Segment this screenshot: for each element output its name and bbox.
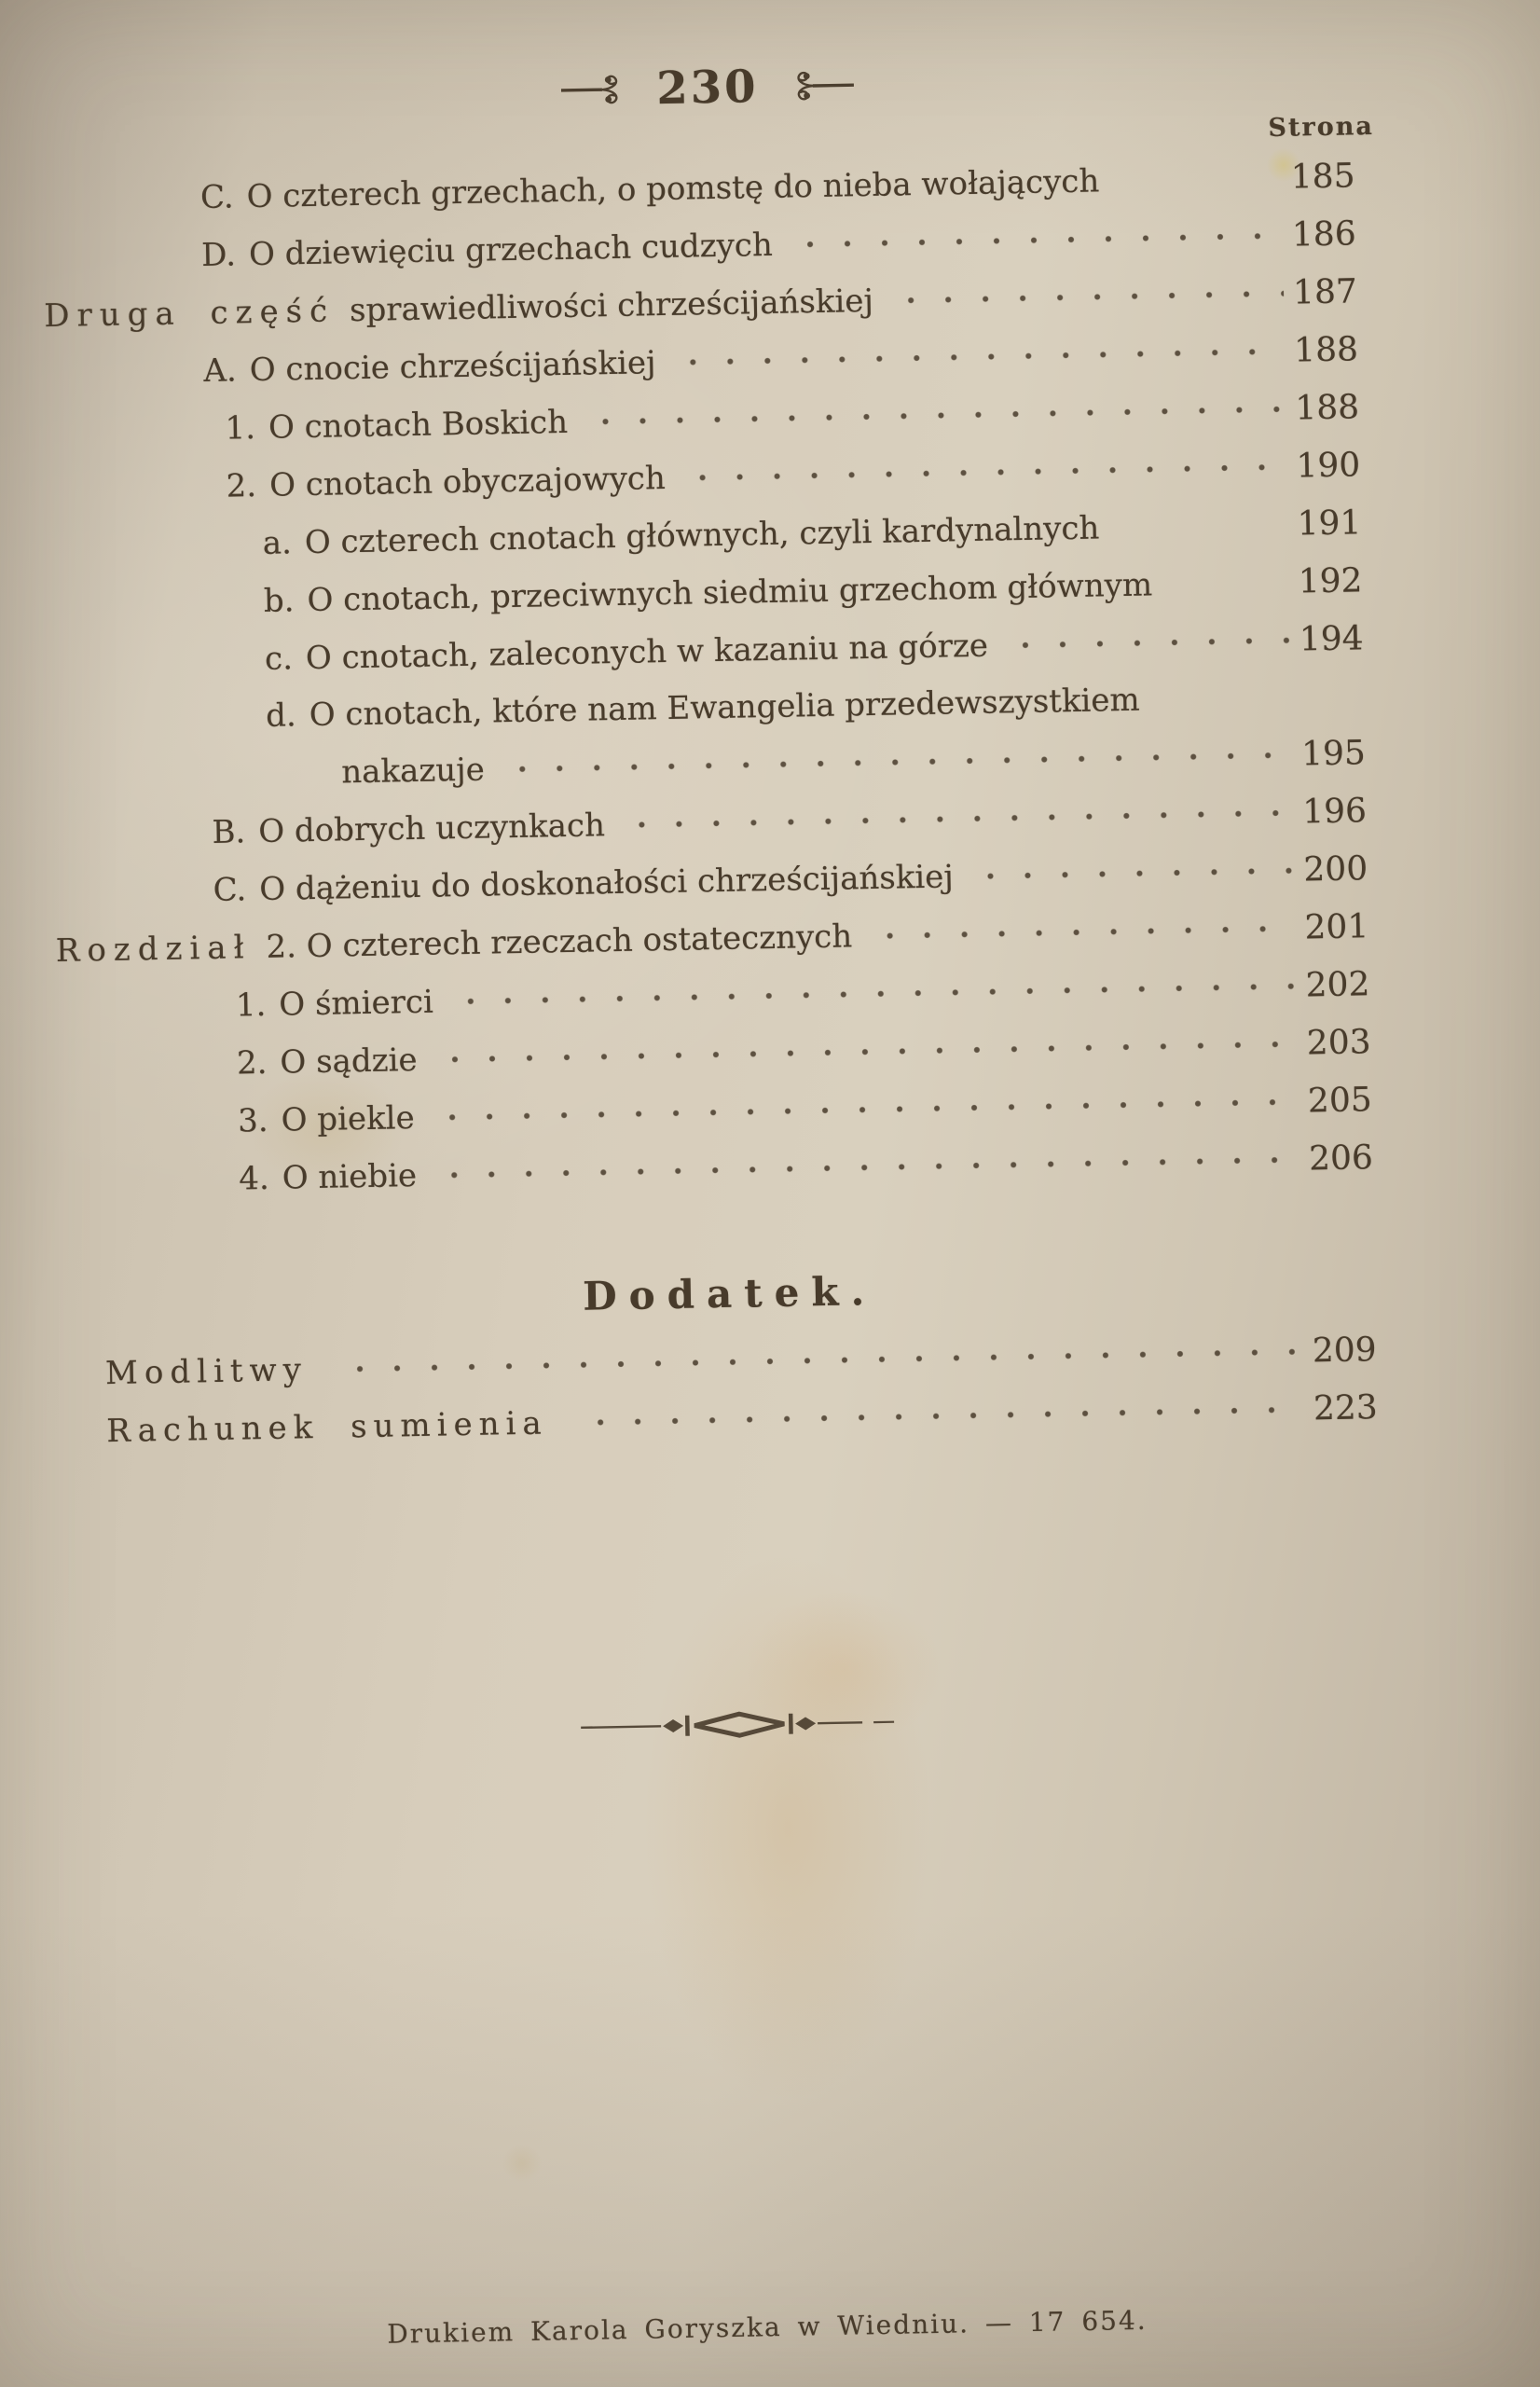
toc-row-title: O czterech grzechach, o pomstę do nieba wołających	[246, 162, 1100, 216]
toc-row-item-label: 2.	[226, 467, 257, 505]
dot-leader-icon	[336, 1345, 1303, 1376]
toc-row-page-number: 201	[1304, 907, 1369, 947]
toc-row-title: nakazuje	[340, 751, 486, 792]
dot-leader-icon	[1165, 576, 1289, 591]
dot-leader-icon	[967, 864, 1295, 883]
dot-leader-icon	[576, 1403, 1305, 1429]
toc-row-title: O cnotach, przeciwnych siedmiu grzechom głównym	[307, 566, 1153, 620]
toc-row-item-label: 1.	[235, 986, 267, 1025]
toc-row-page-number: 192	[1298, 561, 1363, 601]
dot-leader-icon	[430, 1038, 1298, 1067]
section-divider-ornament	[70, 1696, 1405, 1754]
toc-row-item-label: C.	[199, 178, 235, 217]
page-column-label: Strona	[1268, 111, 1375, 144]
toc-row-item-label: C.	[213, 871, 247, 909]
dot-leader-icon	[498, 749, 1293, 777]
dot-leader-icon	[786, 229, 1283, 252]
toc-row-section-label: Druga część	[43, 292, 336, 336]
dot-leader-icon	[1112, 518, 1288, 534]
toc-row-section-label: Rozdział	[55, 929, 252, 971]
toc-row-page-number: 206	[1308, 1138, 1374, 1179]
toc-row-title: O cnotach, które nam Ewangelia przedewszystkiem	[309, 681, 1141, 735]
dot-leader-icon	[887, 287, 1284, 308]
toc-row-title: O śmierci	[278, 983, 434, 1024]
toc-row-title: sprawiedliwości chrześcijańskiej	[349, 282, 874, 330]
toc-row-page-number: 195	[1300, 734, 1367, 774]
toc-row-page-number: 187	[1292, 272, 1358, 312]
page-number: 230	[655, 61, 760, 116]
toc-row-item-label: A.	[203, 352, 238, 391]
toc-row-page-number: 205	[1307, 1081, 1373, 1121]
appendix-rows	[63, 1321, 1400, 1461]
toc-row-title: O cnotach Boskich	[268, 403, 569, 447]
dot-leader-icon	[668, 345, 1285, 369]
toc-row-page-number: 223	[1313, 1388, 1379, 1428]
toc-row-title: O cnotach, zaleconych w kazaniu na górze	[305, 627, 989, 678]
dot-leader-icon	[1153, 690, 1378, 707]
toc-row-page-number: 209	[1312, 1331, 1377, 1371]
toc-row-page-number: 190	[1296, 446, 1361, 486]
toc-row-page-number: 203	[1306, 1023, 1371, 1063]
header-flourish-left-icon	[559, 71, 633, 109]
dot-leader-icon	[430, 1153, 1299, 1182]
toc-row-item-label: 2.	[236, 1043, 268, 1083]
toc-row-page-number: 200	[1303, 849, 1368, 890]
toc-row-item-label: b.	[263, 582, 295, 620]
toc-row-title: O piekle	[281, 1099, 416, 1139]
toc-row-page-number: 202	[1305, 965, 1370, 1005]
toc-row-page-number: 191	[1297, 504, 1362, 544]
dot-leader-icon	[1112, 172, 1282, 187]
toc-row-page-number: 196	[1301, 792, 1368, 832]
dot-leader-icon	[865, 922, 1296, 943]
printer-imprint: Drukiem Karola Goryszka w Wiedniu. — 17 654.	[386, 2304, 1148, 2350]
dot-leader-icon	[581, 403, 1286, 429]
toc-row-title: O czterech cnotach głównych, czyli kardynalnych	[304, 509, 1100, 562]
toc-row-title: O niebie	[282, 1156, 418, 1197]
toc-row-title: O dziewięciu grzechach cudzych	[248, 226, 774, 274]
toc-row-page-number: 188	[1294, 388, 1360, 428]
toc-row-item-label: a.	[262, 524, 293, 562]
toc-row-title: O sądzie	[280, 1041, 418, 1082]
dot-leader-icon	[1001, 634, 1290, 653]
toc-row-section-label: Rachunek sumienia	[105, 1404, 549, 1451]
toc-row-title: O cnocie chrześcijańskiej	[249, 344, 656, 390]
toc-row-page-number: 185	[1290, 157, 1355, 197]
toc-row-page-number: 194	[1299, 619, 1364, 659]
dot-leader-icon	[679, 461, 1287, 485]
dot-leader-icon	[447, 980, 1297, 1009]
toc-row-title: O dążeniu do doskonałości chrześcijańskiej	[258, 858, 955, 909]
dot-leader-icon	[618, 807, 1294, 832]
toc-row-page-number: 188	[1293, 330, 1359, 370]
toc-row-item-label: D.	[200, 236, 237, 275]
toc-row-section-label: Modlitwy	[104, 1351, 309, 1393]
toc-row-item-label: 1.	[225, 409, 256, 448]
appendix-heading: Dodatek.	[582, 1267, 877, 1319]
toc-row-item-label: B.	[212, 813, 246, 851]
toc-row-title: O dobrych uczynkach	[257, 807, 606, 851]
toc-row-page-number: 186	[1291, 214, 1357, 255]
toc-row-item-label: 4.	[238, 1159, 270, 1198]
toc-row-item-label: c.	[264, 640, 294, 678]
page-header	[40, 52, 1376, 123]
toc-rows	[41, 147, 1395, 1211]
header-flourish-right-icon	[782, 66, 856, 104]
toc-row-item-label: 3.	[237, 1101, 268, 1140]
dot-leader-icon	[428, 1096, 1299, 1125]
toc-row-title: O cnotach obyczajowych	[268, 459, 667, 504]
toc-row-item-label: d.	[265, 697, 297, 735]
toc-row-title: 2. O czterech rzeczach ostatecznych	[266, 918, 853, 966]
